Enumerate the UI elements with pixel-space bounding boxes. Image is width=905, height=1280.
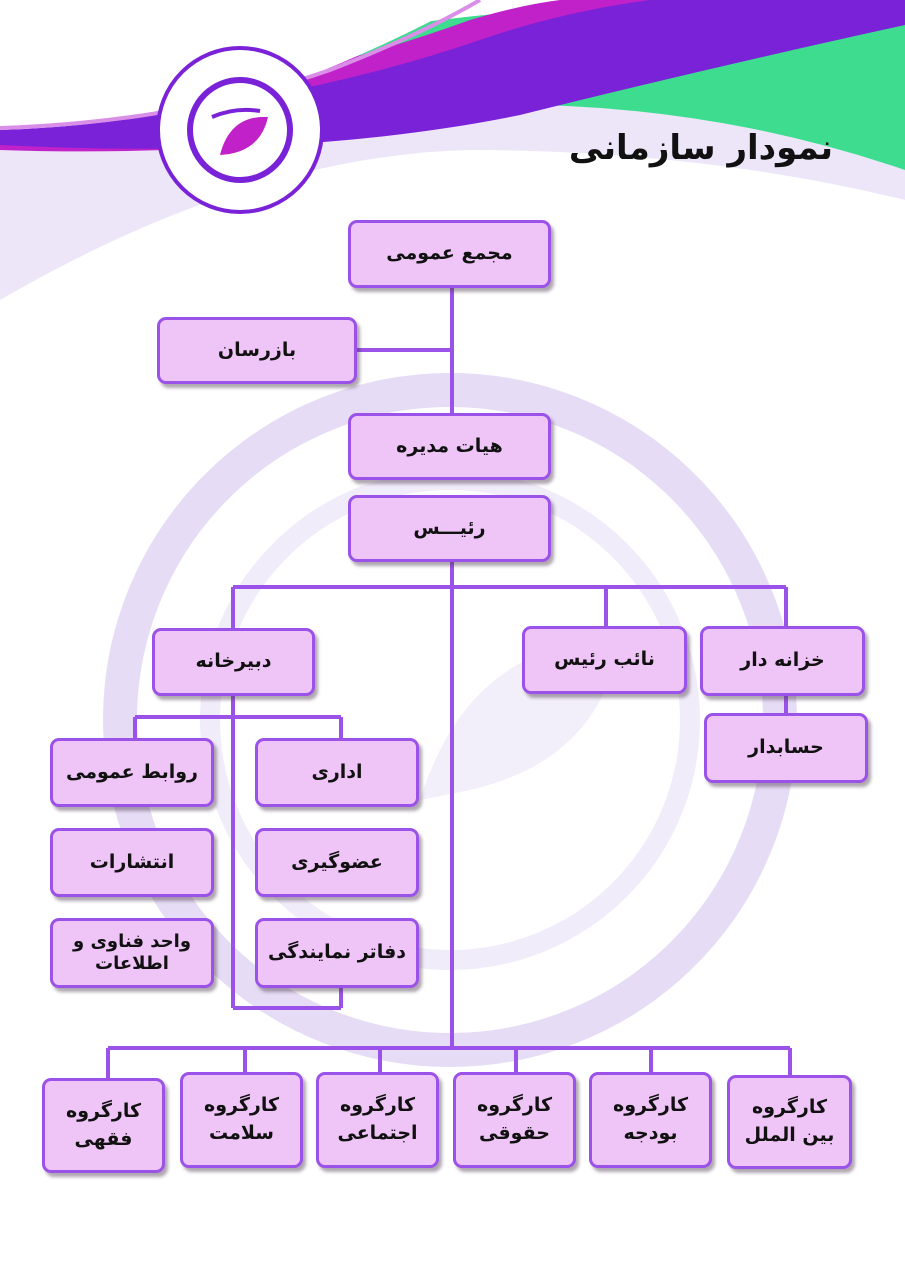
node-wg-health: کارگروه سلامت [180,1072,303,1168]
node-secretariat: دبیرخانه [152,628,315,696]
node-treasurer: خزانه دار [700,626,865,696]
node-representative-offices: دفاتر نمایندگی [255,918,419,988]
node-membership: عضوگیری [255,828,419,897]
page-title: نمودار سازمانی [568,128,833,168]
node-it-unit: واحد فناوی و اطلاعات [50,918,214,988]
node-accountant: حسابدار [704,713,868,783]
node-wg-budget: کارگروه بودجه [589,1072,712,1168]
node-public-relations: روابط عمومی [50,738,214,807]
node-wg-international: کارگروه بین الملل [727,1075,852,1169]
node-inspector: بازرسان [157,317,357,384]
node-wg-social: کارگروه اجتماعی [316,1072,439,1168]
node-administrative: اداری [255,738,419,807]
node-publications: انتشارات [50,828,214,897]
node-board: هیات مدیره [348,413,551,480]
node-wg-legal: کارگروه حقوقی [453,1072,576,1168]
node-president: رئیـــس [348,495,551,562]
node-general-assembly: مجمع عمومی [348,220,551,288]
node-vice-president: نائب رئیس [522,626,687,694]
node-wg-jurisprudence: کارگروه فقهی [42,1078,165,1173]
